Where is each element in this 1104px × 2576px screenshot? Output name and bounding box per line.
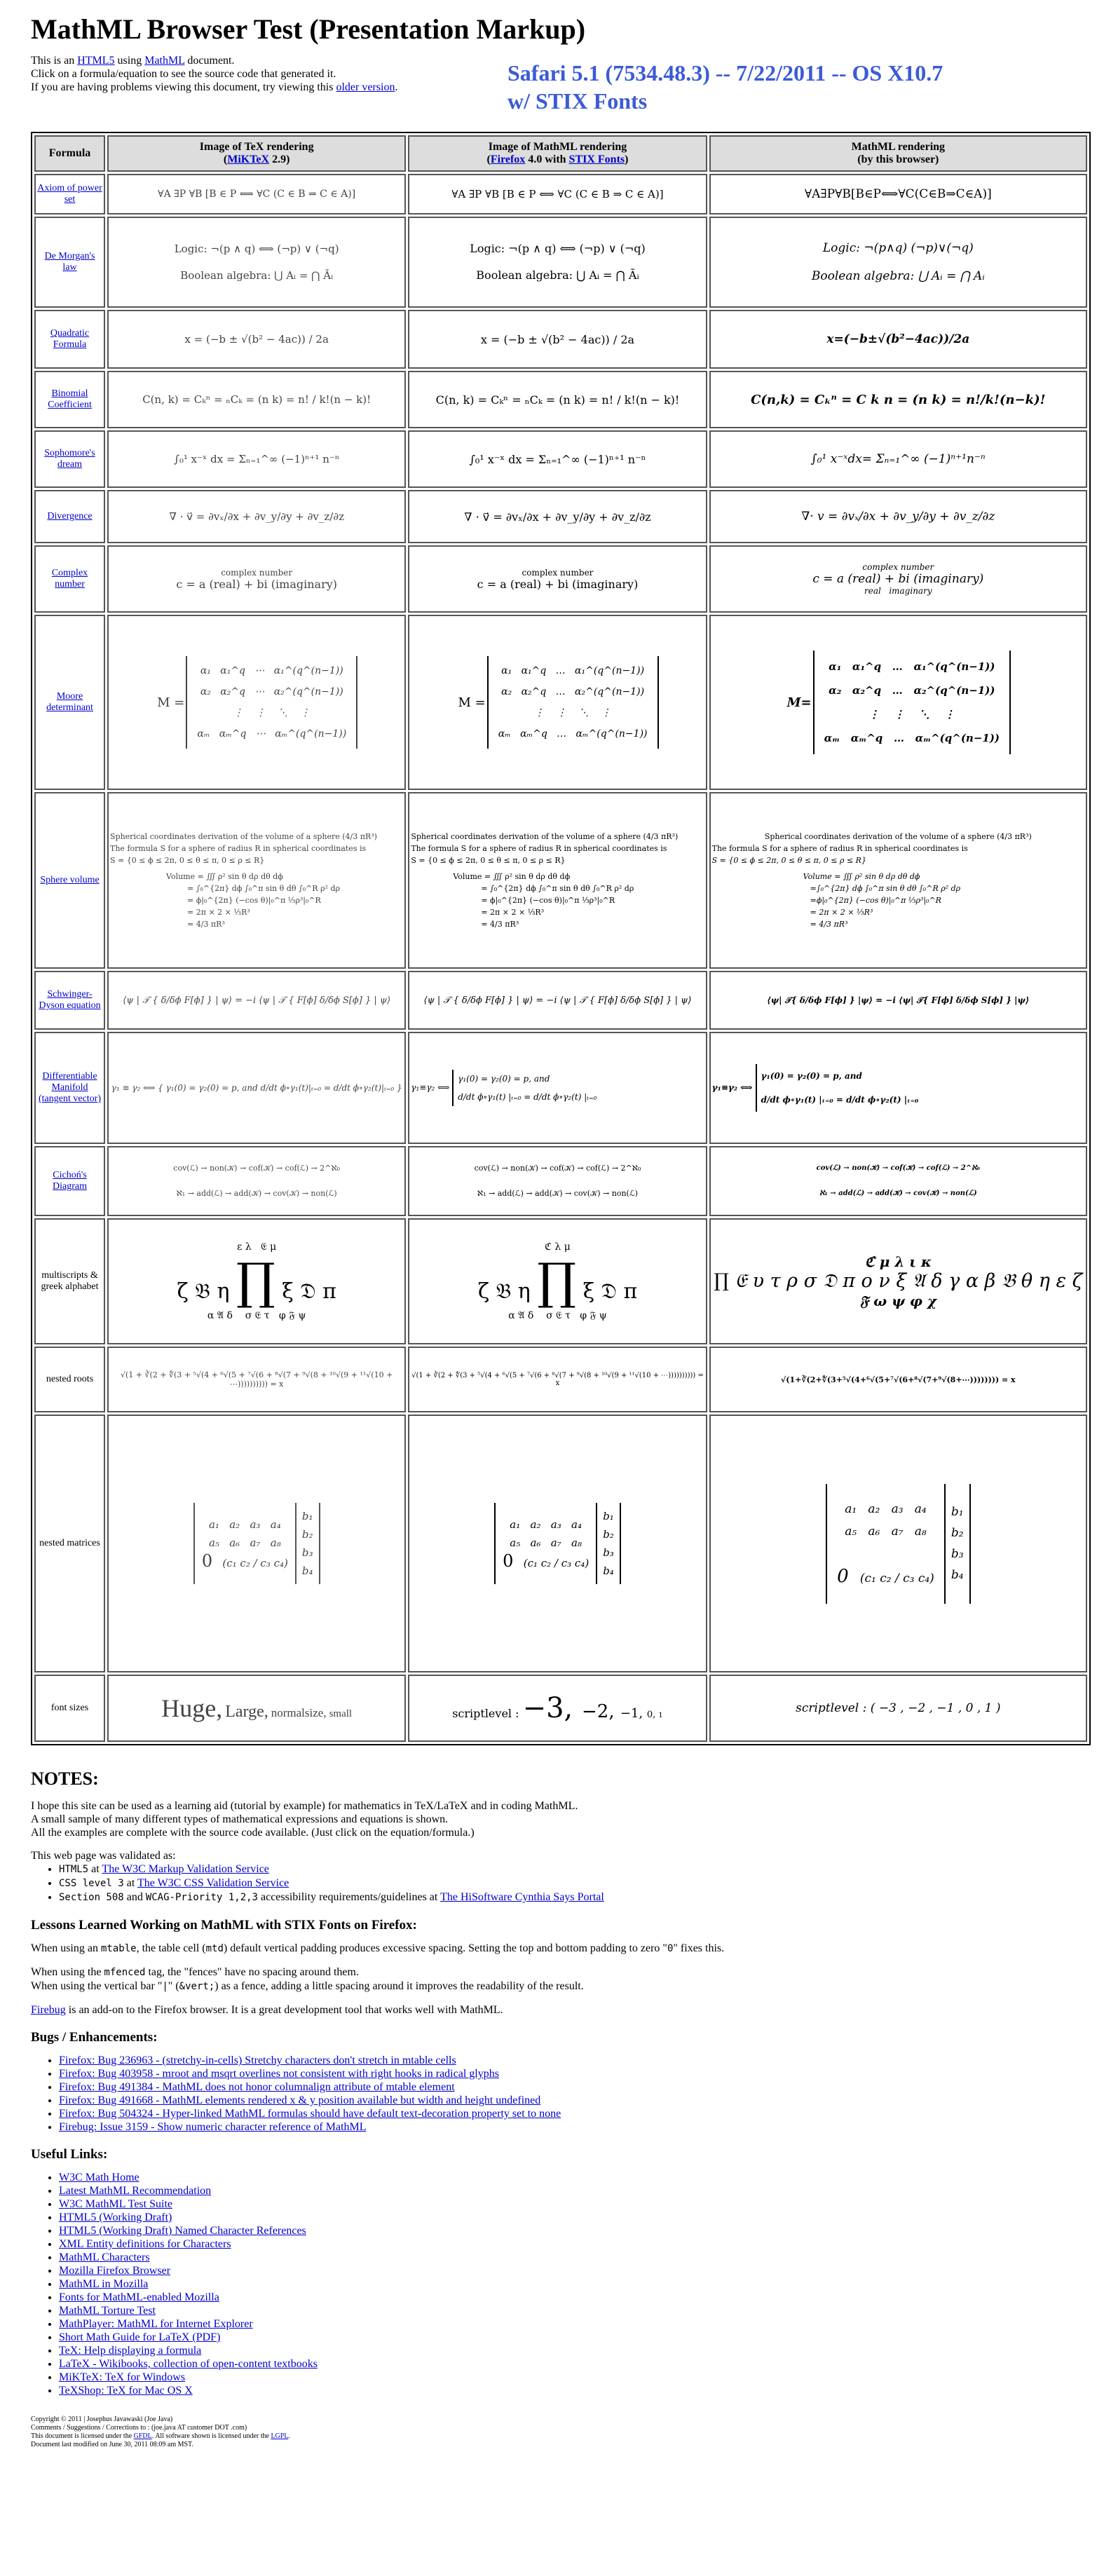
browser-render[interactable]: ∫₀¹ x⁻ˣdx= Σₙ₌₁^∞ (−1)ⁿ⁺¹n⁻ⁿ <box>709 430 1087 488</box>
footer: Copyright © 2011 | Josephus Javawaski (Joe Java) Comments / Suggestions / Corrections to : (joe.java AT customer DOT .com) This document is licensed under the GFDL. All software shown is licensed under the LGPL. Document last modified on June 30, 2011 08:09 am MST. <box>31 2415 290 2448</box>
table-row <box>34 792 1087 969</box>
browser-render[interactable]: complex number c = a (real) + bi (imaginary) real imaginary <box>709 545 1087 613</box>
table-row <box>34 1347 1087 1412</box>
tex-render[interactable]: ∫₀¹ x⁻ˣ dx = Σₙ₌₁^∞ (−1)ⁿ⁺¹ n⁻ⁿ <box>107 430 406 488</box>
browser-info: Safari 5.1 (7534.48.3) -- 7/22/2011 -- OS X10.7 w/ STIX Fonts <box>507 60 943 114</box>
formula-link[interactable]: Differentiable Manifold (tangent vector) <box>39 1071 102 1104</box>
links-heading: Useful Links: <box>31 2147 108 2162</box>
header-formula: Formula <box>34 135 105 172</box>
useful-link[interactable]: MathML in Mozilla <box>59 2278 149 2290</box>
header-mathml: Image of MathML rendering (Firefox 4.0 with STIX Fonts) <box>408 135 707 172</box>
formula-link[interactable]: De Morgan's law <box>44 251 95 273</box>
useful-links-list <box>31 2171 1082 2397</box>
useful-link[interactable]: W3C Math Home <box>59 2172 139 2183</box>
bug-link[interactable]: Firefox: Bug 491668 - MathML elements rendered x & y position available but width and height undefined <box>59 2094 541 2106</box>
table-row <box>34 371 1087 428</box>
useful-link[interactable]: MathML Characters <box>59 2251 150 2263</box>
table-row <box>34 545 1087 613</box>
useful-link[interactable]: MiKTeX: TeX for Windows <box>59 2371 186 2383</box>
table-row <box>34 1415 1087 1672</box>
stix-link[interactable]: STIX Fonts <box>568 154 625 165</box>
formula-link[interactable]: Cichoń's Diagram <box>53 1170 87 1192</box>
header-browser: MathML rendering (by this browser) <box>709 135 1087 172</box>
table-row <box>34 490 1087 543</box>
notes-heading: NOTES: <box>31 1769 99 1789</box>
mathml-image[interactable]: complex number c = a (real) + bi (imaginary) <box>408 545 707 613</box>
formula-link[interactable]: Axiom of power set <box>37 183 102 205</box>
tex-render[interactable]: √(1 + ∛(2 + ∜(3 + ⁵√(4 + ⁶√(5 + ⁷√(6 + ⁸√(7 + ⁹√(8 + ¹⁰√(9 + ¹¹√(10 + ⋯)))))))))) = x <box>107 1347 406 1412</box>
table-row <box>34 1146 1087 1216</box>
mathml-image[interactable]: x = (−b ± √(b² − 4ac)) / 2a <box>408 310 707 369</box>
table-row <box>34 615 1087 790</box>
formula-link[interactable]: Complex number <box>51 568 88 590</box>
tex-render[interactable]: ε λ 𝔈 μ ζ 𝔅 η ∏ ξ 𝔇 π α 𝔄 δ σ 𝔈 τ φ 𝔉 ψ <box>107 1218 406 1344</box>
browser-render[interactable]: √(1+∛(2+∜(3+⁵√(4+⁶√(5+⁷√(6+⁸√(7+⁹√(8+⋯)))))))) = x <box>709 1347 1087 1412</box>
mathml-image[interactable]: a₁ a₂ a₃ a₄ a₅ a₆ a₇ a₈ 0 (c₁ c₂ / c₃ c₄) b₁ b₂ b₃ b₄ <box>408 1415 707 1672</box>
table-row <box>34 971 1087 1030</box>
mathml-image[interactable]: ∇ · v⃗ = ∂vₓ/∂x + ∂v_y/∂y + ∂v_z/∂z <box>408 490 707 543</box>
math-test-table <box>31 132 1091 1745</box>
tex-render[interactable]: Logic: ¬(p ∧ q) ⟺ (¬p) ∨ (¬q) Boolean algebra: ⋃ Aᵢ = ⋂ Āᵢ <box>107 217 406 308</box>
tex-render[interactable]: ∀A ∃P ∀B [B ∈ P ⟺ ∀C (C ∈ B ⇒ C ∈ A)] <box>107 174 406 214</box>
bug-link[interactable]: Firebug: Issue 3159 - Show numeric character reference of MathML <box>59 2121 367 2133</box>
browser-render[interactable]: ∀A∃P∀B[B∈P⟺∀C(C∈B⇒C∈A)] <box>709 174 1087 214</box>
bug-link[interactable]: Firefox: Bug 236963 - (stretchy-in-cells) Stretchy characters don't stretch in mtable cells <box>59 2054 456 2066</box>
browser-render[interactable]: a₁ a₂ a₃ a₄ a₅ a₆ a₇ a₈ 0 (c₁ c₂ / c₃ c₄) b₁ b₂ b₃ b₄ <box>709 1415 1087 1672</box>
mathml-image[interactable]: √(1 + ∛(2 + ∜(3 + ⁵√(4 + ⁶√(5 + ⁷√(6 + ⁸√(7 + ⁹√(8 + ¹⁰√(9 + ¹¹√(10 + ⋯)))))))))) = x <box>408 1347 707 1412</box>
firefox-link[interactable]: Firefox <box>490 154 526 165</box>
miktex-link[interactable]: MiKTeX <box>227 154 270 165</box>
browser-render[interactable]: ℭ μ λ ι κ ∏ 𝔈 υ τ ρ σ 𝔇 π ο ν ξ 𝔄 δ γ α β 𝔅 θ η ε ζ 𝔉 ω ψ φ χ <box>709 1218 1087 1344</box>
bugs-heading: Bugs / Enhancements: <box>31 2030 158 2045</box>
formula-label: font sizes <box>50 1703 89 1713</box>
tex-render[interactable]: complex number c = a (real) + bi (imaginary) <box>107 545 406 613</box>
mathml-image[interactable]: ∫₀¹ x⁻ˣ dx = Σₙ₌₁^∞ (−1)ⁿ⁺¹ n⁻ⁿ <box>408 430 707 488</box>
mathml-image[interactable]: γ₁≡γ₂ ⟺ γ₁(0) = γ₂(0) = p, and d/dt ϕ∘γ₁(t) |ₜ₌₀ = d/dt ϕ∘γ₂(t) |ₜ₌₀ <box>408 1032 707 1144</box>
useful-link[interactable]: LaTeX - Wikibooks, collection of open-content textbooks <box>59 2358 318 2370</box>
useful-link[interactable]: MathML Torture Test <box>59 2305 156 2317</box>
table-row <box>34 1675 1087 1742</box>
browser-render[interactable]: Logic: ¬(p∧q) (¬p)∨(¬q) Boolean algebra: ⋃ Aᵢ = ⋂ Aᵢ <box>709 217 1087 308</box>
tex-render[interactable]: Spherical coordinates derivation of the volume of a sphere (4/3 πR³) The formula S for a sphere of radius R in spherical coordinates is S = {0 ≤ ϕ ≤ 2π, 0 ≤ θ ≤ π, 0 ≤ ρ ≤ R} Volume = ∭ ρ² sin θ dρ dθ dϕ = ∫₀^{2π} dϕ ∫₀^π sin θ dθ ∫₀^R ρ² dρ = ϕ|₀^{2π} (−cos θ)|₀^π ⅓ρ³|₀^R = 2π × 2 × ⅓R³ = 4/3 πR³ <box>107 792 406 969</box>
intro: This is an HTML5 using MathML document. Click on a formula/equation to see the source code that generated it. If you are having problems viewing this document, try viewing this older version. <box>31 55 398 93</box>
useful-link[interactable]: MathPlayer: MathML for Internet Explorer <box>59 2318 253 2330</box>
useful-link[interactable]: Latest MathML Recommendation <box>59 2185 212 2197</box>
browser-render[interactable]: cov(ℒ) → non(𝒦) → cof(𝒦) → cof(ℒ) → 2^ℵ₀ ℵ₁ → add(ℒ) → add(𝒦) → cov(𝒦) → non(ℒ) <box>709 1146 1087 1216</box>
useful-link[interactable]: Short Math Guide for LaTeX (PDF) <box>59 2331 221 2343</box>
table-row <box>34 174 1087 214</box>
browser-render[interactable]: ⟨ψ| 𝒯{ δ/δϕ F[ϕ] } |ψ⟩ = −i ⟨ψ| 𝒯{ F[ϕ] δ/δϕ S[ϕ] } |ψ⟩ <box>709 971 1087 1030</box>
table-row <box>34 310 1087 369</box>
browser-render[interactable]: Spherical coordinates derivation of the volume of a sphere (4/3 πR³) The formula S for a sphere of radius R in spherical coordinates is S = {0 ≤ ϕ ≤ 2π, 0 ≤ θ ≤ π, 0 ≤ ρ ≤ R} Volume = ∭ ρ² sin θ dρ dθ dϕ =∫₀^{2π} dϕ ∫₀^π sin θ dθ ∫₀^R ρ² dρ =ϕ|₀^{2π} (−cos θ)|₀^π ⅓ρ³|₀^R = 2π × 2 × ⅓R³ = 4/3 πR³ <box>709 792 1087 969</box>
useful-link[interactable]: HTML5 (Working Draft) <box>59 2212 172 2223</box>
formula-link[interactable]: Quadratic Formula <box>50 328 90 350</box>
useful-link[interactable]: TeXShop: TeX for Mac OS X <box>59 2385 193 2397</box>
tex-render[interactable]: ∇ · v⃗ = ∂vₓ/∂x + ∂v_y/∂y + ∂v_z/∂z <box>107 490 406 543</box>
formula-label: nested matrices <box>39 1538 100 1548</box>
lessons-heading: Lessons Learned Working on MathML with STIX Fonts on Firefox: <box>31 1918 417 1933</box>
mathml-image[interactable]: Spherical coordinates derivation of the volume of a sphere (4/3 πR³) The formula S for a sphere of radius R in spherical coordinates is S = {0 ≤ ϕ ≤ 2π, 0 ≤ θ ≤ π, 0 ≤ ρ ≤ R} Volume = ∭ ρ² sin θ dρ dθ dϕ = ∫₀^{2π} dϕ ∫₀^π sin θ dθ ∫₀^R ρ² dρ = ϕ|₀^{2π} (−cos θ)|₀^π ⅓ρ³|₀^R = 2π × 2 × ⅓R³ = 4/3 πR³ <box>408 792 707 969</box>
mathml-link[interactable]: MathML <box>144 55 185 67</box>
tex-render[interactable]: C(n, k) = Cₖⁿ = ₙCₖ = (n k) = n! / k!(n − k)! <box>107 371 406 428</box>
formula-link[interactable]: Sophomore's dream <box>44 448 95 470</box>
useful-link[interactable]: Mozilla Firefox Browser <box>59 2265 171 2277</box>
useful-link[interactable]: HTML5 (Working Draft) Named Character References <box>59 2225 306 2237</box>
table-row <box>34 1218 1087 1344</box>
formula-link[interactable]: multiscripts & greek alphabet <box>41 1270 99 1292</box>
mathml-image[interactable]: cov(ℒ) → non(𝒦) → cof(𝒦) → cof(ℒ) → 2^ℵ₀ ℵ₁ → add(ℒ) → add(𝒦) → cov(𝒦) → non(ℒ) <box>408 1146 707 1216</box>
bug-link[interactable]: Firefox: Bug 403958 - mroot and msqrt overlines not consistent with right hooks in radical glyphs <box>59 2068 499 2080</box>
page-wrapper <box>31 0 1089 2448</box>
firebug-link[interactable]: Firebug <box>31 2004 66 2016</box>
browser-render[interactable]: C(n,k) = Cₖⁿ = C k n = (n k) = n!/k!(n−k)! <box>709 371 1087 428</box>
mathml-image[interactable]: ℭ λ μ ζ 𝔅 η ∏ ξ 𝔇 π α 𝔄 δ σ 𝔈 τ φ 𝔉 ψ <box>408 1218 707 1344</box>
mathml-image[interactable]: C(n, k) = Cₖⁿ = ₙCₖ = (n k) = n! / k!(n − k)! <box>408 371 707 428</box>
html5-link[interactable]: HTML5 <box>77 55 115 67</box>
lgpl-link[interactable]: LGPL <box>271 2432 289 2440</box>
mathml-image[interactable]: Logic: ¬(p ∧ q) ⟺ (¬p) ∨ (¬q) Boolean algebra: ⋃ Aᵢ = ⋂ Āᵢ <box>408 217 707 308</box>
tex-render[interactable]: γ₁ ≡ γ₂ ⟺ { γ₁(0) = γ₂(0) = p, and d/dt ϕ∘γ₁(t)|ₜ₌₀ = d/dt ϕ∘γ₂(t)|ₜ₌₀ } <box>107 1032 406 1144</box>
useful-link[interactable]: Fonts for MathML-enabled Mozilla <box>59 2291 219 2303</box>
mathml-image[interactable]: ⟨ψ | 𝒯 { δ/δϕ F[ϕ] } | ψ⟩ = −i ⟨ψ | 𝒯 { F[ϕ] δ/δϕ S[ϕ] } | ψ⟩ <box>408 971 707 1030</box>
validator-link[interactable]: The W3C Markup Validation Service <box>102 1863 269 1875</box>
bug-link[interactable]: Firefox: Bug 504324 - Hyper-linked MathML formulas should have default text-decoration property set to none <box>59 2108 561 2120</box>
table-row <box>34 217 1087 308</box>
table-header-row <box>34 135 1087 172</box>
formula-link[interactable]: Binomial Coefficient <box>48 388 92 410</box>
browser-render[interactable]: scriptlevel : ( −3 , −2 , −1 , 0 , 1 ) <box>709 1675 1087 1742</box>
browser-render[interactable]: x=(−b±√(b²−4ac))/2a <box>709 310 1087 369</box>
table-row <box>34 430 1087 488</box>
notes-section: NOTES: I hope this site can be used as a learning aid (tutorial by example) for mathematics in TeX/LaTeX and in coding MathML. A small sample of many different types of mathematical expressions and equations is shown. All the examples are complete with the source code available. (Just click on the equation/formula.) This web page was validated as: • HTML5 at The W3C Markup Validation Service • CSS level 3 at The W3C CSS Validation Service • Section 508 and WCAG-Priority 1,2,3 accessibility requirements/guidelines at The HiSoftware Cynthia Says Portal Lessons Learned Working on MathML with STIX Fonts on Firefox: When using an mtable, the table cell (mtd) default vertical padding produces excessive spacing. Setting the top and bottom padding to zero "0" fixes this. When using the mfenced tag, the "fences" have no spacing around them. When using the vertical bar "|" (&vert;) as a fence, adding a little spacing around it improves the readability of the result. Firebug is an add-on to the Firefox browser. It is a great development tool that works well with MathML. Bugs / Enhancements: • Firefox: Bug 236963 - (stretchy-in-cells) Stretchy characters don't stretch in mtable cells • Firefox: Bug 403958 - mroot and msqrt overlines not consistent with right hooks in radical glyphs • Firefox: Bug 491384 - MathML does not honor columnalign attribute of mtable element • Firefox: Bug 491668 - MathML elements rendered x & y position available but width and height undefined • Firefox: Bug 504324 - Hyper-linked MathML formulas should have default text-decoration property set to none • Firebug: Issue 3159 - Show numeric character reference of MathML Useful Links: • W3C Math Home • Latest MathML Recommendation • W3C MathML Test Suite • HTML5 (Working Draft) • HTML5 (Working Draft) Named Character References • XML Entity definitions for Characters • MathML Characters • Mozilla Firefox Browser • MathML in Mozilla • Fonts for MathML-enabled Mozilla • MathML Torture Test • MathPlayer: MathML for Internet Explorer • Short Math Guide for LaTeX (PDF) • TeX: Help displaying a formula • LaTeX - Wikibooks, collection of open-content textbooks • MiKTeX: TeX for Windows • TeXShop: TeX for Mac OS X Copyright © 2011 | Josephus Javawaski (Joe Java) Comments / Suggestions / Corrections to : (joe.java AT customer DOT .com) This document is licensed under the GFDL. All software shown is licensed under the LGPL. Document last modified on June 30, 2011 08:09 am MST. <box>31 1772 1082 2449</box>
tex-render[interactable]: x = (−b ± √(b² − 4ac)) / 2a <box>107 310 406 369</box>
mathml-image[interactable]: ∀A ∃P ∀B [B ∈ P ⟺ ∀C (C ∈ B ⇒ C ∈ A)] <box>408 174 707 214</box>
formula-link[interactable]: Divergence <box>47 511 93 522</box>
tex-render[interactable]: a₁ a₂ a₃ a₄ a₅ a₆ a₇ a₈ 0 (c₁ c₂ / c₃ c₄) b₁ b₂ b₃ b₄ <box>107 1415 406 1672</box>
browser-render[interactable]: ∇· v = ∂vₓ/∂x + ∂v_y/∂y + ∂v_z/∂z <box>709 490 1087 543</box>
useful-link[interactable]: XML Entity definitions for Characters <box>59 2238 231 2250</box>
older-version-link[interactable]: older version <box>336 81 395 93</box>
table-row <box>34 1032 1087 1144</box>
cynthia-link[interactable]: The HiSoftware Cynthia Says Portal <box>440 1891 604 1903</box>
bug-link[interactable]: Firefox: Bug 491384 - MathML does not honor columnalign attribute of mtable element <box>59 2081 455 2093</box>
bugs-list <box>31 2054 1082 2134</box>
formula-label: nested roots <box>46 1374 94 1384</box>
browser-render[interactable]: γ₁≡γ₂ ⟺ γ₁(0) = γ₂(0) = p, and d/dt ϕ∘γ₁(t) |ₜ₌₀ = d/dt ϕ∘γ₂(t) |ₜ₌₀ <box>709 1032 1087 1144</box>
tex-render[interactable]: M = α₁ α₁^q ⋯ α₁^(q^(n−1)) α₂ α₂^q ⋯ α₂^(q^(n−1)) ⋮ ⋮ ⋱ ⋮ αₘ αₘ^q ⋯ αₘ^(q^(n−1)) <box>107 615 406 790</box>
formula-link[interactable]: Schwinger-Dyson equation <box>39 989 101 1011</box>
header-tex: Image of TeX rendering (MiKTeX 2.9) <box>107 135 406 172</box>
tex-render[interactable]: Huge, Large, normalsize, small <box>107 1675 406 1742</box>
useful-link[interactable]: W3C MathML Test Suite <box>59 2198 172 2210</box>
tex-render[interactable]: cov(ℒ) → non(𝒦) → cof(𝒦) → cof(ℒ) → 2^ℵ₀ ℵ₁ → add(ℒ) → add(𝒦) → cov(𝒦) → non(ℒ) <box>107 1146 406 1216</box>
mathml-image[interactable]: scriptlevel : −3, −2, −1, 0, 1 <box>408 1675 707 1742</box>
css-validator-link[interactable]: The W3C CSS Validation Service <box>137 1877 289 1889</box>
formula-link[interactable]: Moore determinant <box>46 691 93 713</box>
gfdl-link[interactable]: GFDL <box>133 2432 152 2440</box>
mathml-image[interactable]: M = α₁ α₁^q … α₁^(q^(n−1)) α₂ α₂^q … α₂^(q^(n−1)) ⋮ ⋮ ⋱ ⋮ αₘ αₘ^q … αₘ^(q^(n−1)) <box>408 615 707 790</box>
browser-render[interactable]: M= α₁ α₁^q … α₁^(q^(n−1)) α₂ α₂^q … α₂^(q^(n−1)) ⋮ ⋮ ⋱ ⋮ αₘ αₘ^q … αₘ^(q^(n−1)) <box>709 615 1087 790</box>
page-title: MathML Browser Test (Presentation Markup) <box>31 13 586 45</box>
formula-link[interactable]: Sphere volume <box>40 875 100 885</box>
tex-render[interactable]: ⟨ψ | 𝒯 { δ/δϕ F[ϕ] } | ψ⟩ = −i ⟨ψ | 𝒯 { F[ϕ] δ/δϕ S[ϕ] } | ψ⟩ <box>107 971 406 1030</box>
useful-link[interactable]: TeX: Help displaying a formula <box>59 2345 202 2357</box>
